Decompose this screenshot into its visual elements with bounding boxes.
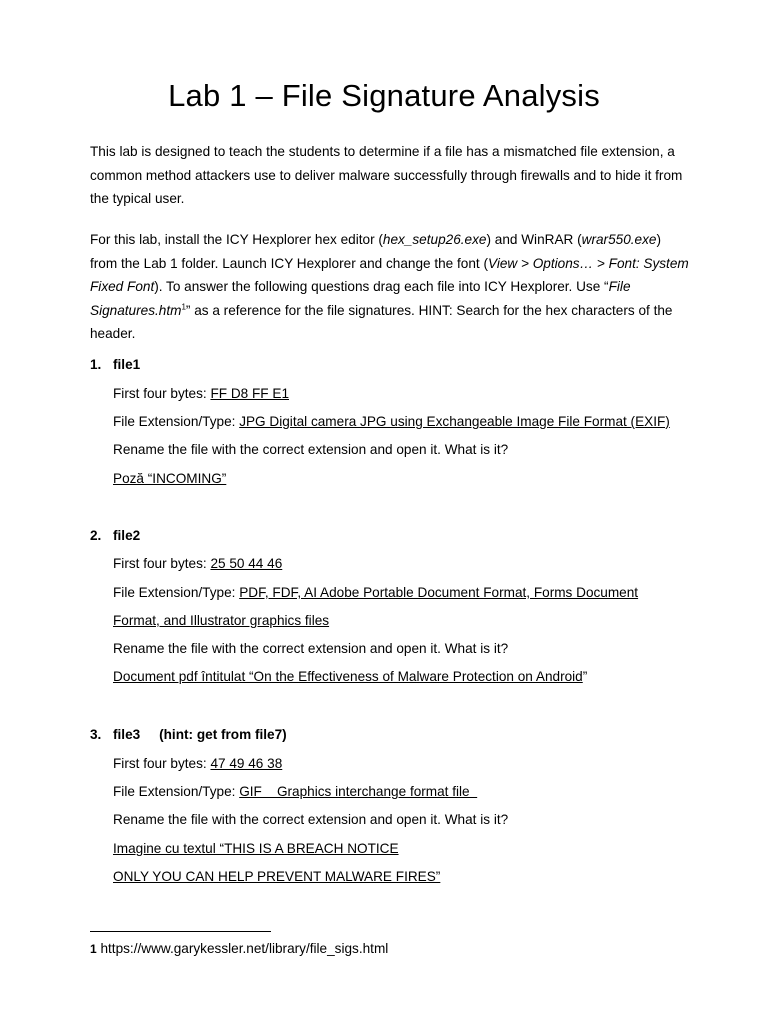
footnote-reference: 1 [181, 301, 186, 311]
winrar-filename: wrar550.exe [581, 232, 657, 247]
page-title: Lab 1 – File Signature Analysis [168, 78, 600, 113]
file-type-line [113, 784, 477, 799]
instructions-text: ) from the Lab 1 folder. Launch ICY Hexplorer and change the font ( [90, 232, 661, 271]
file-type-value-continued: Format, and Illustrator graphics files [113, 613, 330, 628]
first-four-bytes-line [113, 386, 289, 401]
rename-question: Rename the file with the correct extension and open it. What is it? [113, 641, 509, 656]
answer-closing-quote: ” [582, 669, 588, 684]
first-four-bytes-line [113, 756, 282, 771]
first-four-bytes-value: 25 50 44 46 [210, 556, 283, 571]
file-type-line [113, 414, 670, 429]
footnote-divider [90, 931, 271, 932]
item-filename: file3 (hint: get from file7) [113, 727, 287, 742]
item-filename: file2 [113, 528, 141, 543]
font-menu-path: View > Options… > Font: System Fixed Font [90, 255, 689, 294]
item-number: 1. [90, 357, 102, 372]
file-type-value: JPG Digital camera JPG using Exchangeable Image File Format (EXIF) [239, 414, 670, 429]
first-four-bytes-value: FF D8 FF E1 [210, 386, 290, 401]
answer-text: Imagine cu textul “THIS IS A BREACH NOTICE [113, 841, 399, 856]
intro-paragraph: This lab is designed to teach the students to determine if a file has a mismatched file extension, a common method attackers use to deliver malware successfully through firewalls and to hide it from the typical user. [90, 144, 683, 206]
first-four-bytes-label: First four bytes: [113, 556, 211, 571]
item-number: 3. [90, 727, 102, 742]
first-four-bytes-value: 47 49 46 38 [210, 756, 283, 771]
answer-line [113, 669, 587, 684]
reference-filename: File Signatures.htm [90, 279, 631, 318]
footnote [90, 941, 388, 956]
answer-text: Document pdf întitulat “On the Effectiveness of Malware Protection on Android [113, 669, 583, 684]
file-type-label: File Extension/Type: [113, 414, 240, 429]
hex-setup-filename: hex_setup26.exe [382, 232, 487, 247]
rename-question: Rename the file with the correct extension and open it. What is it? [113, 812, 509, 827]
footnote-mark: 1 [90, 942, 97, 956]
instructions-paragraph [90, 228, 690, 346]
answer-text-continued: ONLY YOU CAN HELP PREVENT MALWARE FIRES” [113, 869, 441, 884]
file-type-value: PDF, FDF, AI Adobe Portable Document Format, Forms Document [239, 585, 639, 600]
file-type-line [113, 585, 638, 600]
answer-text: Poză “INCOMING” [113, 471, 227, 486]
file-type-label: File Extension/Type: [113, 784, 240, 799]
file-type-label: File Extension/Type: [113, 585, 240, 600]
file-type-value: GIF Graphics interchange format file [239, 784, 478, 799]
footnote-link: https://www.garykessler.net/library/file_sigs.html [96, 941, 389, 956]
instructions-text: ). To answer the following questions drag each file into ICY Hexplorer. Use “ [154, 279, 609, 294]
instructions-text: ” as a reference for the file signatures. HINT: Search for the hex characters of the header. [90, 302, 673, 341]
first-four-bytes-label: First four bytes: [113, 386, 211, 401]
instructions-text: ) and WinRAR ( [486, 232, 582, 247]
rename-question: Rename the file with the correct extension and open it. What is it? [113, 442, 509, 457]
instructions-text: For this lab, install the ICY Hexplorer hex editor ( [90, 232, 383, 247]
item-number: 2. [90, 528, 102, 543]
first-four-bytes-label: First four bytes: [113, 756, 211, 771]
item-filename: file1 [113, 357, 141, 372]
first-four-bytes-line [113, 556, 282, 571]
